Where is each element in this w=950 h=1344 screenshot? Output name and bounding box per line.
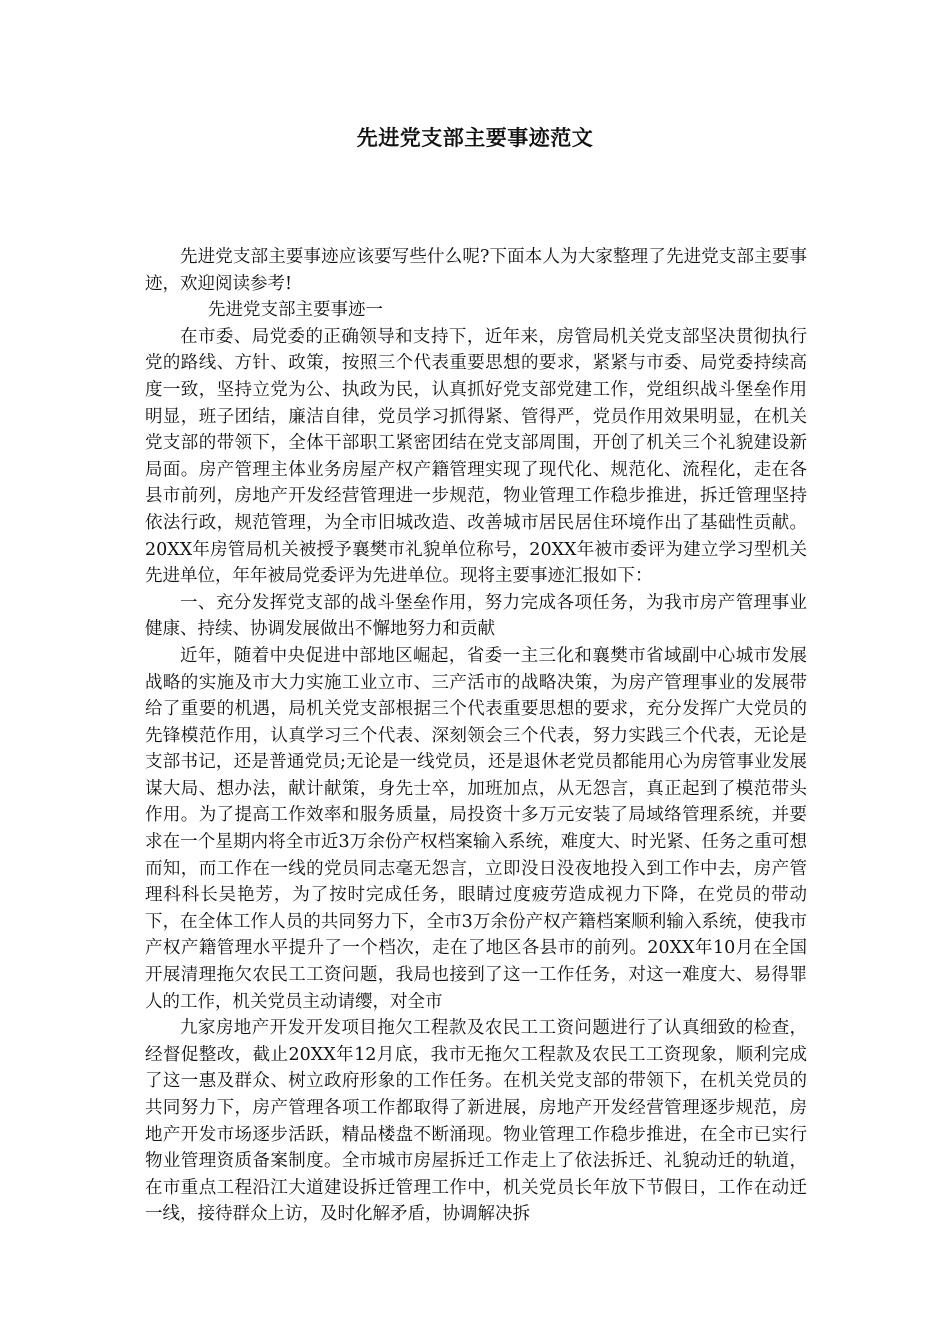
intro-paragraph: 先进党支部主要事迹应该要写些什么呢?下面本人为大家整理了先进党支部主要事迹，欢迎阅读参考! bbox=[145, 247, 807, 294]
body-paragraph: 在市委、局党委的正确领导和支持下，近年来，房管局机关党支部坚决贯彻执行党的路线、方针、政策，按照三个代表重要思想的要求，紧紧与市委、局党委持续高度一致，坚持立党为公、执政为民，认真抓好党支部党建工作，党组织战斗堡垒作用明显，班子团结，廉洁自律，党员学习抓得紧、管得严，党员作用效果明显，在机关党支部的带领下，全体干部职工紧密团结在党支部周围，开创了机关三个礼貌建设新局面。房产管理主体业务房屋产权产籍管理实现了现代化、规范化、流程化，走在各县市前列，房地产开发经营管理进一步规范，物业管理工作稳步推进，拆迁管理坚持依法行政，规范管理，为全市旧城改造、改善城市居民居住环境作出了基础性贡献。20XX年房管局机关被授予襄樊市礼貌单位称号，20XX年被市委评为建立学习型机关先进单位，年年被局党委评为先进单位。现将主要事迹汇报如下： bbox=[145, 326, 807, 587]
body-paragraph: 近年，随着中央促进中部地区崛起，省委一主三化和襄樊市省域副中心城市发展战略的实施及市大力实施工业立市、三产活市的战略决策，为房产管理事业的发展带给了重要的机遇，局机关党支部根据三个代表重要思想的要求，充分发挥广大党员的先锋模范作用，认真学习三个代表、深刻领会三个代表，努力实践三个代表，无论是支部书记，还是普通党员;无论是一线党员，还是退休老党员都能用心为房管事业发展谋大局、想办法，献计献策，身先士卒，加班加点，从无怨言，真正起到了模范带头作用。为了提高工作效率和服务质量，局投资十多万元安装了局域络管理系统，并要求在一个星期内将全市近3万余份产权档案输入系统，难度大、时光紧、任务之重可想而知，而工作在一线的党员同志毫无怨言，立即没日没夜地投入到工作中去，房产管理科科长吴艳芳，为了按时完成任务，眼睛过度疲劳造成视力下降，在党员的带动下，在全体工作人员的共同努力下，全市3万余份产权产籍档案顺利输入系统，使我市产权产籍管理水平提升了一个档次，走在了地区各县市的前列。20XX年10月在全国开展清理拖欠农民工工资问题，我局也接到了这一工作任务，对这一难度大、易得罪人的工作，机关党员主动请缨，对全市 bbox=[145, 645, 807, 1012]
document-title: 先进党支部主要事迹范文 bbox=[356, 125, 594, 150]
subheading-paragraph: 一、充分发挥党支部的战斗堡垒作用，努力完成各项任务，为我市房产管理事业健康、持续、协调发展做出不懈地努力和贡献 bbox=[145, 592, 807, 640]
body-paragraph: 九家房地产开发开发项目拖欠工程款及农民工工资问题进行了认真细致的检查，经督促整改，截止20XX年12月底，我市无拖欠工程款及农民工工资现象，顺利完成了这一惠及群众、树立政府形象的工作任务。在机关党支部的带领下，在机关党员的共同努力下，房产管理各项工作都取得了新进展，房地产开发经营管理逐步规范，房地产开发市场逐步活跃，精品楼盘不断涌现。物业管理工作稳步推进，在全市已实行物业管理资质备案制度。全市城市房屋拆迁工作走上了依法拆迁、礼貌动迁的轨道，在市重点工程沿江大道建设拆迁管理工作中，机关党员长年放下节假日，工作在动迁一线，接待群众上访，及时化解矛盾，协调解决拆 bbox=[145, 1018, 807, 1225]
document-body bbox=[145, 244, 807, 1228]
section-heading: 先进党支部主要事迹一 bbox=[208, 300, 383, 321]
